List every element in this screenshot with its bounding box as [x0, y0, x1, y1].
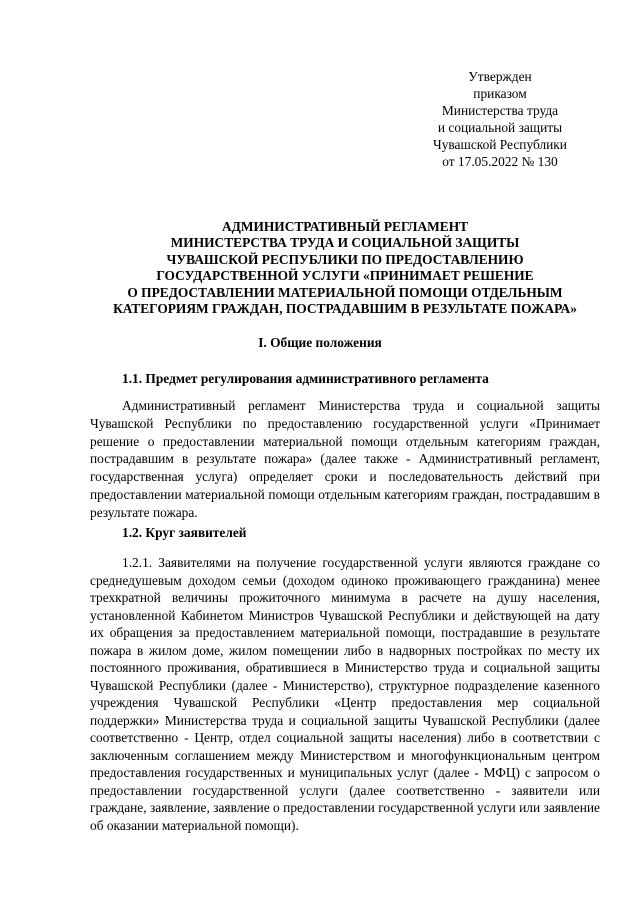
- approval-line: Чувашской Республики: [433, 137, 567, 152]
- title-line: О ПРЕДОСТАВЛЕНИИ МАТЕРИАЛЬНОЙ ПОМОЩИ ОТДЕЛЬНЫМ: [127, 284, 563, 300]
- approval-line: Утвержден: [468, 69, 532, 84]
- title-line: КАТЕГОРИЯМ ГРАЖДАН, ПОСТРАДАВШИМ В РЕЗУЛЬТАТЕ ПОЖАРА»: [113, 301, 577, 317]
- approval-stamp: [430, 68, 570, 170]
- title-line: МИНИСТЕРСТВА ТРУДА И СОЦИАЛЬНОЙ ЗАЩИТЫ: [170, 235, 520, 251]
- paragraph-applicants: 1.2.1. Заявителями на получение государственной услуги являются граждане со среднедушевым доходом семьи (доходом одиноко проживающего гражданина) менее трехкратной величины прожиточного минимума в расчете на душу населения, установленной Кабинетом Министров Чувашской Республики и действующей на дату их обращения за предоставлением материальной помощи, пострадавшие в результате пожара в жилом доме, жилом помещении либо в надворных постройках по месту их постоянного проживания, обратившиеся в Министерство труда и социальной защиты Чувашской Республики (далее - Министерство), структурное подразделение казенного учреждения Чувашской Республики «Центр предоставления мер социальной поддержки» Министерства труда и социальной защиты Чувашской Республики (далее соответственно - Центр, отдел социальной защиты населения) либо в соответствии с заключенным соглашением между Министерством и многофункциональным центром предоставления государственных и муниципальных услуг (далее - МФЦ) с запросом о предоставлении государственной услуги (далее соответственно - заявители или граждане, заявление, заявление о предоставлении государственной услуги или заявление об оказании материальной помощи).: [90, 555, 600, 833]
- subsection-heading-applicants: 1.2. Круг заявителей: [122, 525, 247, 540]
- paragraph-regulation-subject: Административный регламент Министерства труда и социальной защиты Чувашской Республики по предоставлению государственной услуги «Принимает решение о предоставлении материальной помощи отдельным категориям граждан, пострадавшим в результате пожара» (далее также - Административный регламент, государственная услуга) определяет сроки и последовательность действий при предоставлении материальной помощи отдельным категориям граждан, пострадавшим в результате пожара.: [90, 398, 600, 520]
- title-line: ЧУВАШСКОЙ РЕСПУБЛИКИ ПО ПРЕДОСТАВЛЕНИЮ: [166, 251, 524, 267]
- title-line: АДМИНИСТРАТИВНЫЙ РЕГЛАМЕНТ: [221, 219, 469, 234]
- section-heading-general-provisions: I. Общие положения: [258, 335, 382, 350]
- approval-line: приказом: [473, 86, 527, 101]
- approval-line: Министерства труда: [441, 103, 559, 118]
- title-line: ГОСУДАРСТВЕННОЙ УСЛУГИ «ПРИНИМАЕТ РЕШЕНИЕ: [156, 268, 534, 284]
- approval-line: от 17.05.2022 № 130: [442, 154, 558, 169]
- subsection-heading-regulation-subject: 1.1. Предмет регулирования административного регламента: [122, 371, 489, 386]
- document-title: [90, 219, 600, 317]
- approval-line: и социальной защиты: [437, 120, 563, 135]
